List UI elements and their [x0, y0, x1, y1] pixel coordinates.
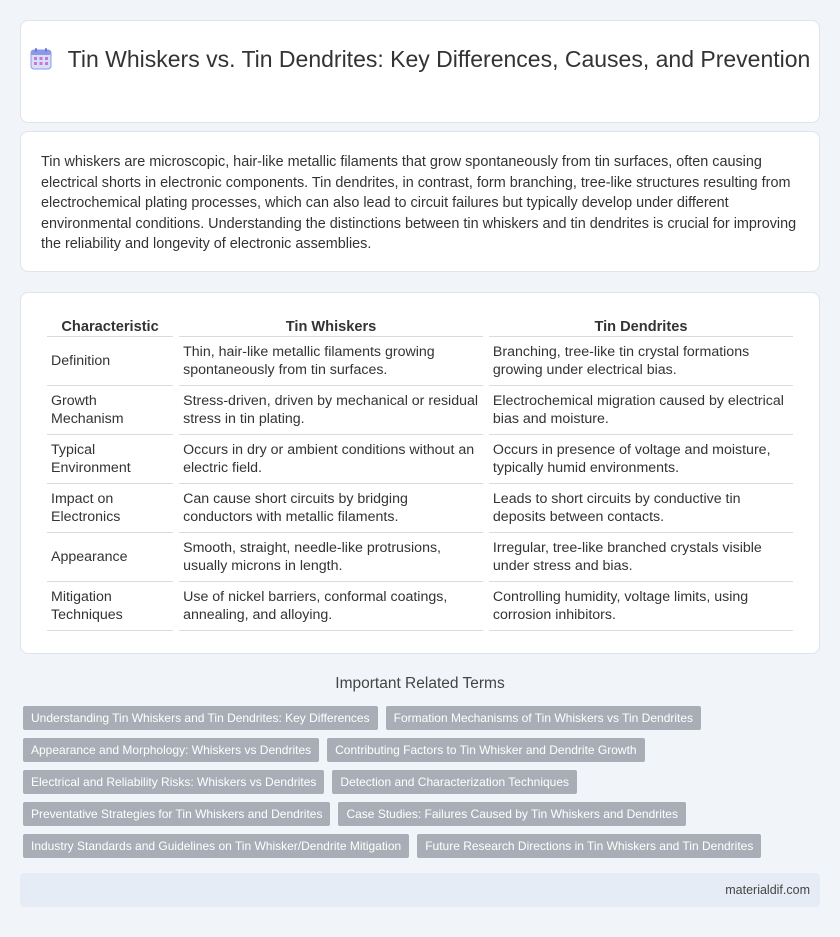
table-row: [47, 337, 793, 386]
tag-row: [23, 770, 813, 794]
related-term-link[interactable]: Case Studies: Failures Caused by Tin Whiskers and Dendrites: [338, 802, 685, 826]
dendrites-cell: Irregular, tree-like branched crystals visible under stress and bias.: [489, 533, 793, 582]
dendrites-cell: Occurs in presence of voltage and moisture, typically humid environments.: [489, 435, 793, 484]
whiskers-cell: Smooth, straight, needle-like protrusions, usually microns in length.: [179, 533, 483, 582]
dendrites-cell: Controlling humidity, voltage limits, using corrosion inhibitors.: [489, 582, 793, 631]
related-term-link[interactable]: Industry Standards and Guidelines on Tin Whisker/Dendrite Mitigation: [23, 834, 409, 858]
intro-card: [20, 131, 820, 272]
table-header-row: [47, 315, 793, 337]
footer: [20, 873, 820, 907]
related-terms-title: Important Related Terms: [335, 675, 505, 692]
tag-row: [23, 738, 813, 762]
header-tin-dendrites: Tin Dendrites: [489, 315, 793, 337]
related-term-link[interactable]: Future Research Directions in Tin Whiskers and Tin Dendrites: [417, 834, 761, 858]
tag-row: [23, 834, 813, 858]
table-row: [47, 582, 793, 631]
related-term-link[interactable]: Appearance and Morphology: Whiskers vs Dendrites: [23, 738, 319, 762]
whiskers-cell: Occurs in dry or ambient conditions without an electric field.: [179, 435, 483, 484]
dendrites-cell: Leads to short circuits by conductive tin deposits between contacts.: [489, 484, 793, 533]
page-title: Tin Whiskers vs. Tin Dendrites: Key Differences, Causes, and Prevention: [67, 46, 811, 72]
row-label: Mitigation Techniques: [47, 582, 173, 631]
table-row: [47, 435, 793, 484]
comparison-table-card: [20, 292, 820, 654]
row-label: Appearance: [47, 533, 173, 582]
calendar-icon: [30, 48, 52, 70]
footer-site-link[interactable]: materialdif.com: [725, 883, 810, 897]
row-label: Impact on Electronics: [47, 484, 173, 533]
table-row: [47, 533, 793, 582]
table-row: [47, 386, 793, 435]
related-terms-list: [23, 706, 813, 866]
row-label: Definition: [47, 337, 173, 386]
intro-paragraph: Tin whiskers are microscopic, hair-like metallic filaments that grow spontaneously from tin surfaces, often causing electrical shorts in electronic components. Tin dendrites, in contrast, form branching, tree-like structures resulting from electrochemical plating processes, which can also lead to circuit failures but typically develop under different environmental conditions. Understanding the distinctions between tin whiskers and tin dendrites is crucial for improving the reliability and longevity of electronic assemblies.: [41, 154, 797, 252]
related-term-link[interactable]: Understanding Tin Whiskers and Tin Dendrites: Key Differences: [23, 706, 378, 730]
dendrites-cell: Branching, tree-like tin crystal formations growing under electrical bias.: [489, 337, 793, 386]
header-card: [20, 20, 820, 123]
related-term-link[interactable]: Electrical and Reliability Risks: Whiskers vs Dendrites: [23, 770, 324, 794]
tag-row: [23, 802, 813, 826]
whiskers-cell: Can cause short circuits by bridging conductors with metallic filaments.: [179, 484, 483, 533]
tag-row: [23, 706, 813, 730]
dendrites-cell: Electrochemical migration caused by electrical bias and moisture.: [489, 386, 793, 435]
row-label: Typical Environment: [47, 435, 173, 484]
comparison-table: [41, 315, 799, 631]
row-label: Growth Mechanism: [47, 386, 173, 435]
whiskers-cell: Thin, hair-like metallic filaments growing spontaneously from tin surfaces.: [179, 337, 483, 386]
related-term-link[interactable]: Formation Mechanisms of Tin Whiskers vs Tin Dendrites: [386, 706, 701, 730]
header-tin-whiskers: Tin Whiskers: [179, 315, 483, 337]
related-term-link[interactable]: Detection and Characterization Techniques: [332, 770, 577, 794]
table-row: [47, 484, 793, 533]
related-term-link[interactable]: Contributing Factors to Tin Whisker and Dendrite Growth: [327, 738, 644, 762]
whiskers-cell: Stress-driven, driven by mechanical or residual stress in tin plating.: [179, 386, 483, 435]
related-term-link[interactable]: Preventative Strategies for Tin Whiskers and Dendrites: [23, 802, 330, 826]
header-characteristic: Characteristic: [47, 315, 173, 337]
whiskers-cell: Use of nickel barriers, conformal coatings, annealing, and alloying.: [179, 582, 483, 631]
page-title-wrap: [21, 45, 819, 74]
